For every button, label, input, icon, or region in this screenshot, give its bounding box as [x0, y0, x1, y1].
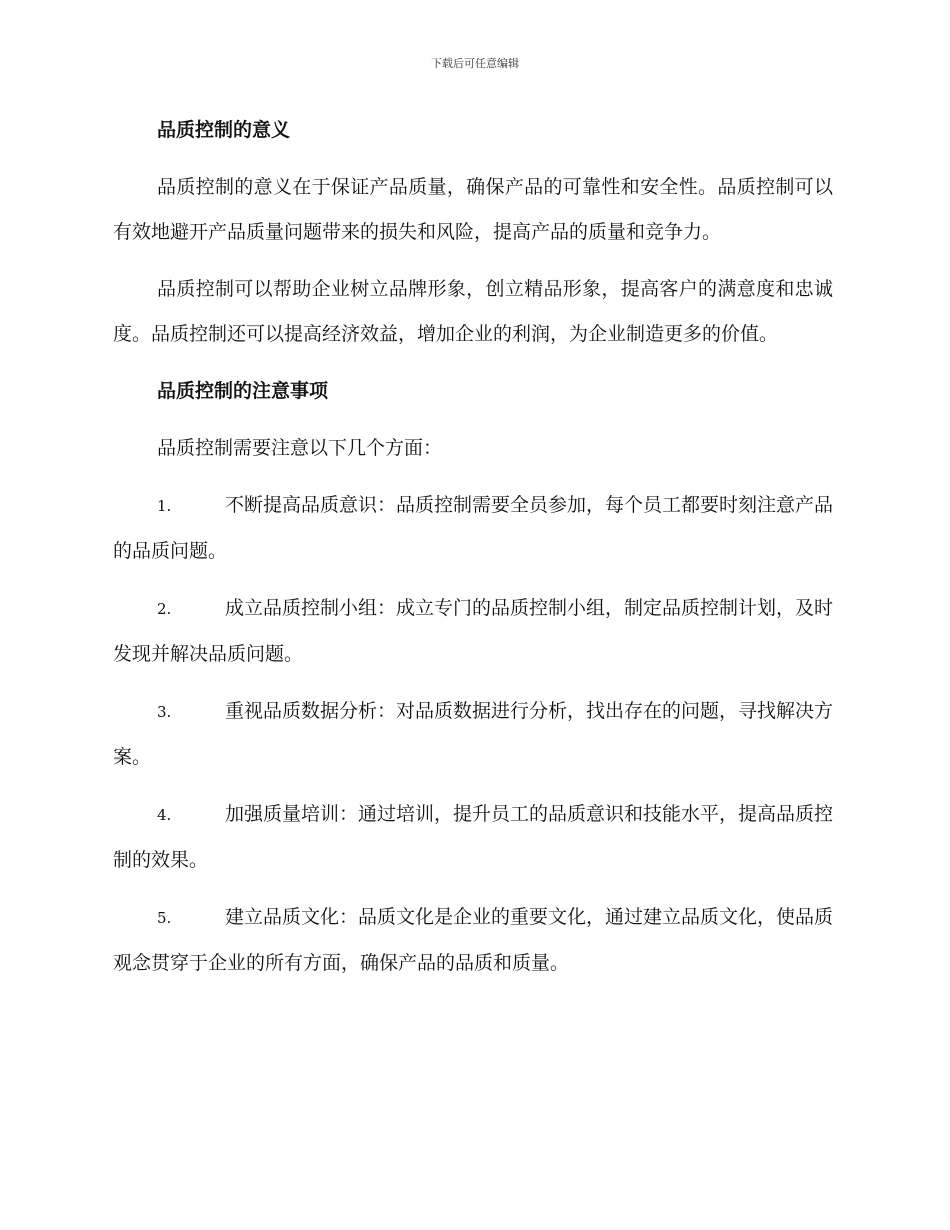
list-item-text: 成立品质控制小组：成立专门的品质控制小组，制定品质控制计划，及时发现并解决品质问题。 [113, 597, 834, 665]
list-intro: 品质控制需要注意以下几个方面： [157, 437, 443, 459]
list-item [113, 792, 833, 883]
list-item-text: 重视品质数据分析：对品质数据进行分析，找出存在的问题，寻找解决方案。 [113, 700, 834, 768]
list-item [113, 689, 833, 780]
document-body [113, 108, 833, 998]
list-item-number: 1. [157, 497, 172, 515]
list-item [113, 483, 833, 574]
paragraph: 品质控制可以帮助企业树立品牌形象，创立精品形象，提高客户的满意度和忠诚度。品质控制还可以提高经济效益，增加企业的利润，为企业制造更多的价值。 [113, 278, 833, 345]
list-item [113, 895, 833, 986]
list-item-number: 2. [157, 600, 172, 618]
section-heading-significance: 品质控制的意义 [157, 119, 291, 141]
list-item-text: 不断提高品质意识：品质控制需要全员参加，每个员工都要时刻注意产品的品质问题。 [113, 494, 834, 562]
paragraph: 品质控制的意义在于保证产品质量，确保产品的可靠性和安全性。品质控制可以有效地避开产品质量问题带来的损失和风险，提高产品的质量和竞争力。 [113, 176, 833, 243]
list-item-number: 5. [157, 909, 172, 927]
page-header: 下载后可任意编辑 [431, 57, 519, 70]
list-item-number: 4. [157, 806, 172, 824]
section-heading-precautions: 品质控制的注意事项 [157, 380, 329, 402]
list-item-number: 3. [157, 703, 172, 721]
list-item-text: 建立品质文化：品质文化是企业的重要文化，通过建立品质文化，使品质观念贯穿于企业的所有方面，确保产品的品质和质量。 [113, 906, 834, 974]
list-item-text: 加强质量培训：通过培训，提升员工的品质意识和技能水平，提高品质控制的效果。 [113, 803, 834, 871]
list-item [113, 586, 833, 677]
